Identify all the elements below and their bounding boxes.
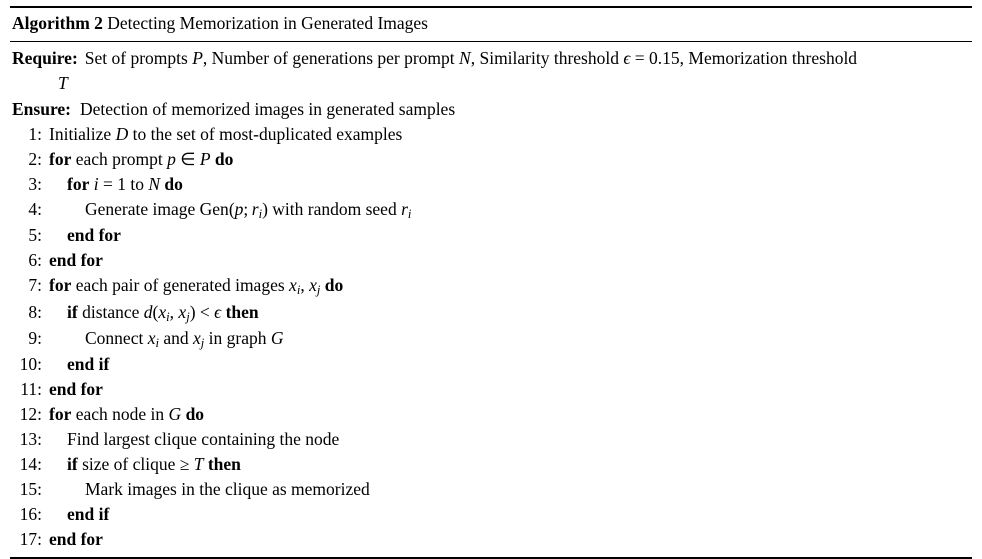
step-line xyxy=(12,378,970,403)
step-number: 4: xyxy=(28,198,42,219)
algorithm-label: Algorithm 2 xyxy=(12,13,103,33)
step-line xyxy=(12,403,970,428)
step-line xyxy=(12,503,970,528)
step-number: 5: xyxy=(28,225,42,246)
step-line xyxy=(12,249,970,274)
step-number: 7: xyxy=(28,275,42,296)
step-text: Connect $x_i$ and $x_j$ in graph G xyxy=(85,328,284,351)
step-text: Find largest clique containing the node xyxy=(67,429,340,450)
step-text: Mark images in the clique as memorized xyxy=(85,479,370,500)
step-text: if size of clique ≥ T then xyxy=(67,454,241,475)
step-line xyxy=(12,528,970,553)
require-text: Set of prompts P, Number of generations per prompt N, Similarity threshold ϵ = 0.15, Memorization threshold xyxy=(84,47,858,68)
step-line xyxy=(12,327,970,353)
step-line xyxy=(12,300,970,326)
ensure-line xyxy=(12,96,970,123)
step-number: 16: xyxy=(19,504,42,525)
ensure-label: Ensure: xyxy=(12,98,71,119)
step-text: end for xyxy=(67,225,121,246)
step-line xyxy=(12,172,970,197)
step-number: 12: xyxy=(19,404,42,425)
step-text: end if xyxy=(67,504,110,525)
step-line xyxy=(12,353,970,378)
step-text: end for xyxy=(49,529,103,550)
step-text: end if xyxy=(67,354,110,375)
algorithm-body xyxy=(10,42,972,555)
step-line xyxy=(12,123,970,148)
algorithm-title: Detecting Memorization in Generated Images xyxy=(107,13,428,33)
step-line xyxy=(12,148,970,173)
ensure-text: Detection of memorized images in generated samples xyxy=(80,98,456,119)
step-text: for each prompt p ∈ P do xyxy=(49,149,234,169)
require-line xyxy=(12,47,970,72)
step-line xyxy=(12,224,970,249)
step-number: 2: xyxy=(28,149,42,169)
step-text: Generate image Gen(p; $r_i$) with random seed $r_i$ xyxy=(85,198,412,222)
step-number: 8: xyxy=(28,301,42,322)
algorithm-block xyxy=(10,6,972,559)
step-text: for i = 1 to N do xyxy=(67,173,183,194)
bottom-rule xyxy=(10,557,972,559)
step-number: 13: xyxy=(19,429,42,450)
algorithm-caption xyxy=(10,8,972,41)
step-text: if distance $d(x_i$, $x_j) < \epsilon$ then xyxy=(67,301,259,324)
step-text: for each pair of generated images $x_i$, $x_j$ do xyxy=(49,275,344,298)
step-number: 17: xyxy=(19,529,42,550)
step-line xyxy=(12,197,970,223)
step-text: Initialize D to the set of most-duplicated examples xyxy=(49,124,403,145)
step-line xyxy=(12,453,970,478)
step-text: end for xyxy=(49,250,103,271)
step-line xyxy=(12,428,970,453)
require-label: Require: xyxy=(12,47,78,68)
step-number: 15: xyxy=(19,479,42,500)
step-text: for each node in G do xyxy=(49,404,205,425)
require-continuation: T xyxy=(58,72,68,93)
step-number: 10: xyxy=(19,354,42,375)
step-line xyxy=(12,478,970,503)
algorithm-steps xyxy=(12,123,970,553)
step-number: 11: xyxy=(20,379,42,400)
step-number: 14: xyxy=(19,454,42,475)
step-number: 9: xyxy=(28,328,42,349)
step-number: 1: xyxy=(28,124,42,145)
step-line xyxy=(12,274,970,300)
step-number: 3: xyxy=(28,173,42,194)
step-text: end for xyxy=(49,379,103,400)
step-number: 6: xyxy=(28,250,42,271)
